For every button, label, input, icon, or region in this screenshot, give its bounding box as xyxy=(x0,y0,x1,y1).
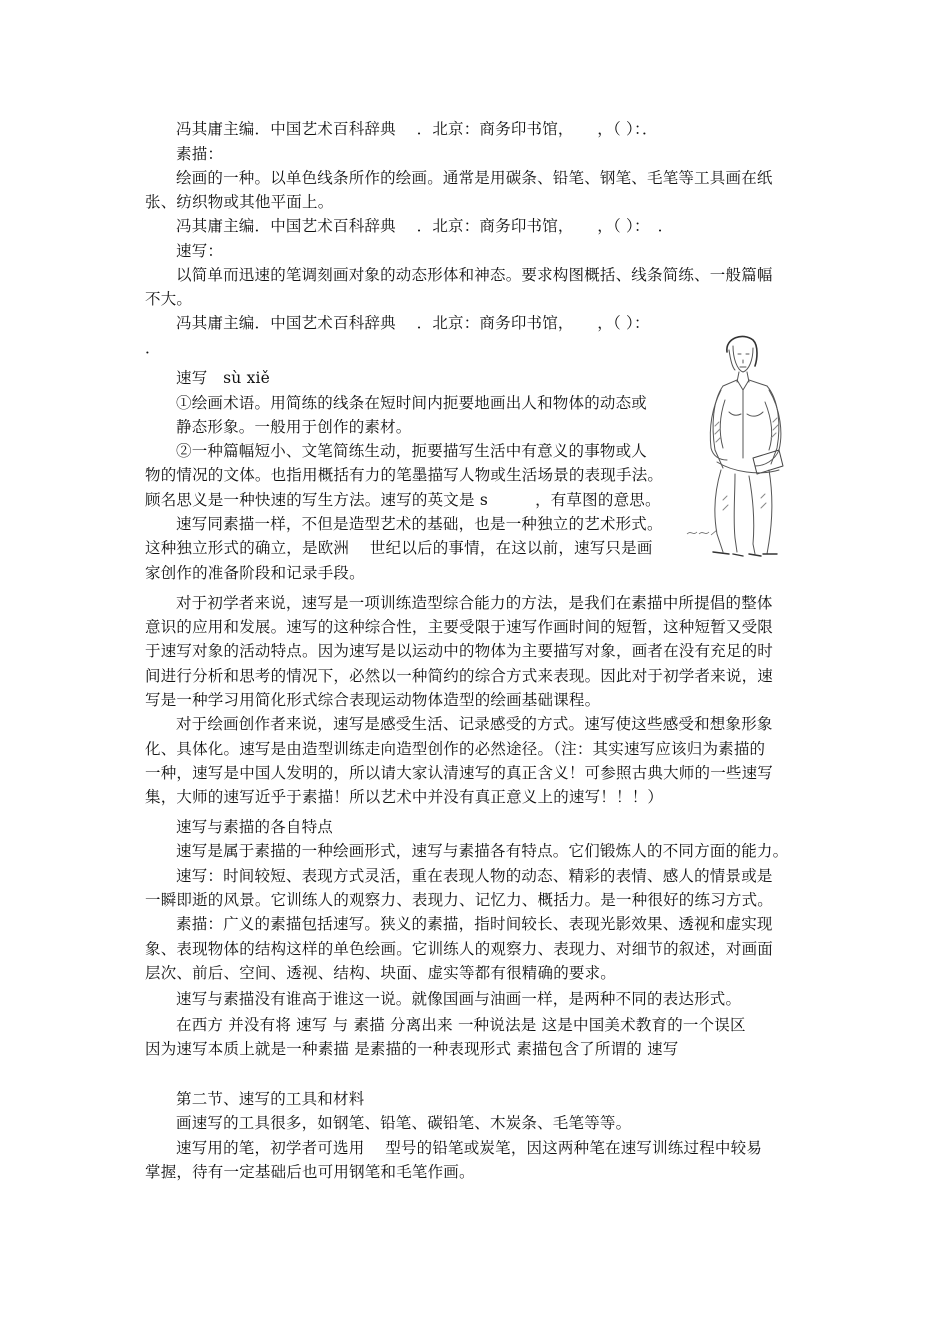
paragraph-line: 一种，速写是中国人发明的，所以请大家认清速写的真正含义！可参照古典大师的一些速写 xyxy=(145,764,774,782)
paragraph-line: 对于初学者来说，速写是一项训练造型综合能力的方法，是我们在素描中所提倡的整体 xyxy=(176,594,773,612)
section-heading: 第二节、速写的工具和材料 xyxy=(176,1090,365,1108)
paragraph-line: 绘画的一种。以单色线条所作的绘画。通常是用碳条、铅笔、钢笔、毛笔等工具画在纸 xyxy=(176,169,773,187)
paragraph-line: 素描：广义的素描包括速写。狭义的素描，指时间较长、表现光影效果、透视和虚实现 xyxy=(176,915,773,933)
paragraph-line: 因为速写本质上就是一种素描 是素描的一种表现形式 素描包含了所谓的 速写 xyxy=(145,1040,679,1058)
paragraph-line: 速写与素描没有谁高于谁这一说。就像国画与油画一样，是两种不同的表达形式。 xyxy=(176,990,742,1008)
term-heading: 速写 sù xiě xyxy=(176,369,271,387)
paragraph-line: 这种独立形式的确立，是欧洲 世纪以后的事情，在这以前，速写只是画 xyxy=(145,539,653,557)
paragraph-line: 意识的应用和发展。速写的这种综合性，主要受限于速写作画时间的短暂，这种短暂又受限 xyxy=(145,618,774,636)
paragraph-line: 在西方 并没有将 速写 与 素描 分离出来 一种说法是 这是中国美术教育的一个误区 xyxy=(176,1016,746,1034)
paragraph-line: 写是一种学习用简化形式综合表现运动物体造型的绘画基础课程。 xyxy=(145,691,601,709)
paragraph-line: 象、表现物体的结构这样的单色绘画。它训练人的观察力、表现力、对细节的叙述，对画面 xyxy=(145,940,774,958)
paragraph-line: ②一种篇幅短小、文笔简练生动，扼要描写生活中有意义的事物或人 xyxy=(176,442,648,460)
paragraph-line: 对于绘画创作者来说，速写是感受生活、记录感受的方式。速写使这些感受和想象形象 xyxy=(176,715,773,733)
term-heading: 素描： xyxy=(176,145,224,163)
paragraph-line: 掌握，待有一定基础后也可用钢笔和毛笔作画。 xyxy=(145,1163,475,1181)
paragraph-line: 速写是属于素描的一种绘画形式，速写与素描各有特点。它们锻炼人的不同方面的能力。 xyxy=(176,842,789,860)
sketch-illustration xyxy=(683,330,803,560)
citation-line: 冯其庸主编．中国艺术百科辞典 ．北京：商务印书馆， ，（ ）： xyxy=(176,314,650,332)
paragraph-line: 静态形象。一般用于创作的素材。 xyxy=(176,418,412,436)
paragraph-line: 物的情况的文体。也指用概括有力的笔墨描写人物或生活场景的表现手法。 xyxy=(145,466,664,484)
paragraph-line: 速写：时间较短、表现方式灵活，重在表现人物的动态、精彩的表情、感人的情景或是 xyxy=(176,867,773,885)
citation-line: 冯其庸主编．中国艺术百科辞典 ．北京：商务印书馆， ，（ ）： ． xyxy=(176,217,674,235)
paragraph-line: ①绘画术语。用简练的线条在短时间内扼要地画出人和物体的动态或 xyxy=(176,394,648,412)
paragraph-line: 间进行分析和思考的情况下，必然以一种简约的综合方式来表现。因此对于初学者来说，速 xyxy=(145,667,774,685)
paragraph-line: 速写用的笔，初学者可选用 型号的铅笔或炭笔，因这两种笔在速写训练过程中较易 xyxy=(176,1139,763,1157)
paragraph-line: 集，大师的速写近乎于素描！所以艺术中并没有真正意义上的速写！！！） xyxy=(145,788,664,806)
paragraph-line: 家创作的准备阶段和记录手段。 xyxy=(145,564,365,582)
paragraph-line: 不大。 xyxy=(145,290,193,308)
term-heading: 速写： xyxy=(176,242,224,260)
section-subheading: 速写与素描的各自特点 xyxy=(176,818,334,836)
paragraph-line: 顾名思义是一种快速的写生方法。速写的英文是 s ，有草图的意思。 xyxy=(145,491,661,509)
paragraph-line: 以简单而迅速的笔调刻画对象的动态形体和神态。要求构图概括、线条简练、一般篇幅 xyxy=(176,266,773,284)
paragraph-line: 画速写的工具很多，如钢笔、铅笔、碳铅笔、木炭条、毛笔等等。 xyxy=(176,1114,632,1132)
paragraph-line: 一瞬即逝的风景。它训练人的观察力、表现力、记忆力、概括力。是一种很好的练习方式。 xyxy=(145,891,774,909)
citation-line: ． xyxy=(145,339,161,357)
paragraph-line: 于速写对象的活动特点。因为速写是以运动中的物体为主要描写对象，画者在没有充足的时 xyxy=(145,642,774,660)
citation-line: 冯其庸主编．中国艺术百科辞典 ．北京：商务印书馆， ，（ ）：． xyxy=(176,120,658,138)
paragraph-line: 化、具体化。速写是由造型训练走向造型创作的必然途径。（注：其实速写应该归为素描的 xyxy=(145,740,766,758)
paragraph-line: 速写同素描一样，不但是造型艺术的基础，也是一种独立的艺术形式。 xyxy=(176,515,663,533)
paragraph-line: 张、纺织物或其他平面上。 xyxy=(145,193,334,211)
paragraph-line: 层次、前后、空间、透视、结构、块面、虚实等都有很精确的要求。 xyxy=(145,964,617,982)
